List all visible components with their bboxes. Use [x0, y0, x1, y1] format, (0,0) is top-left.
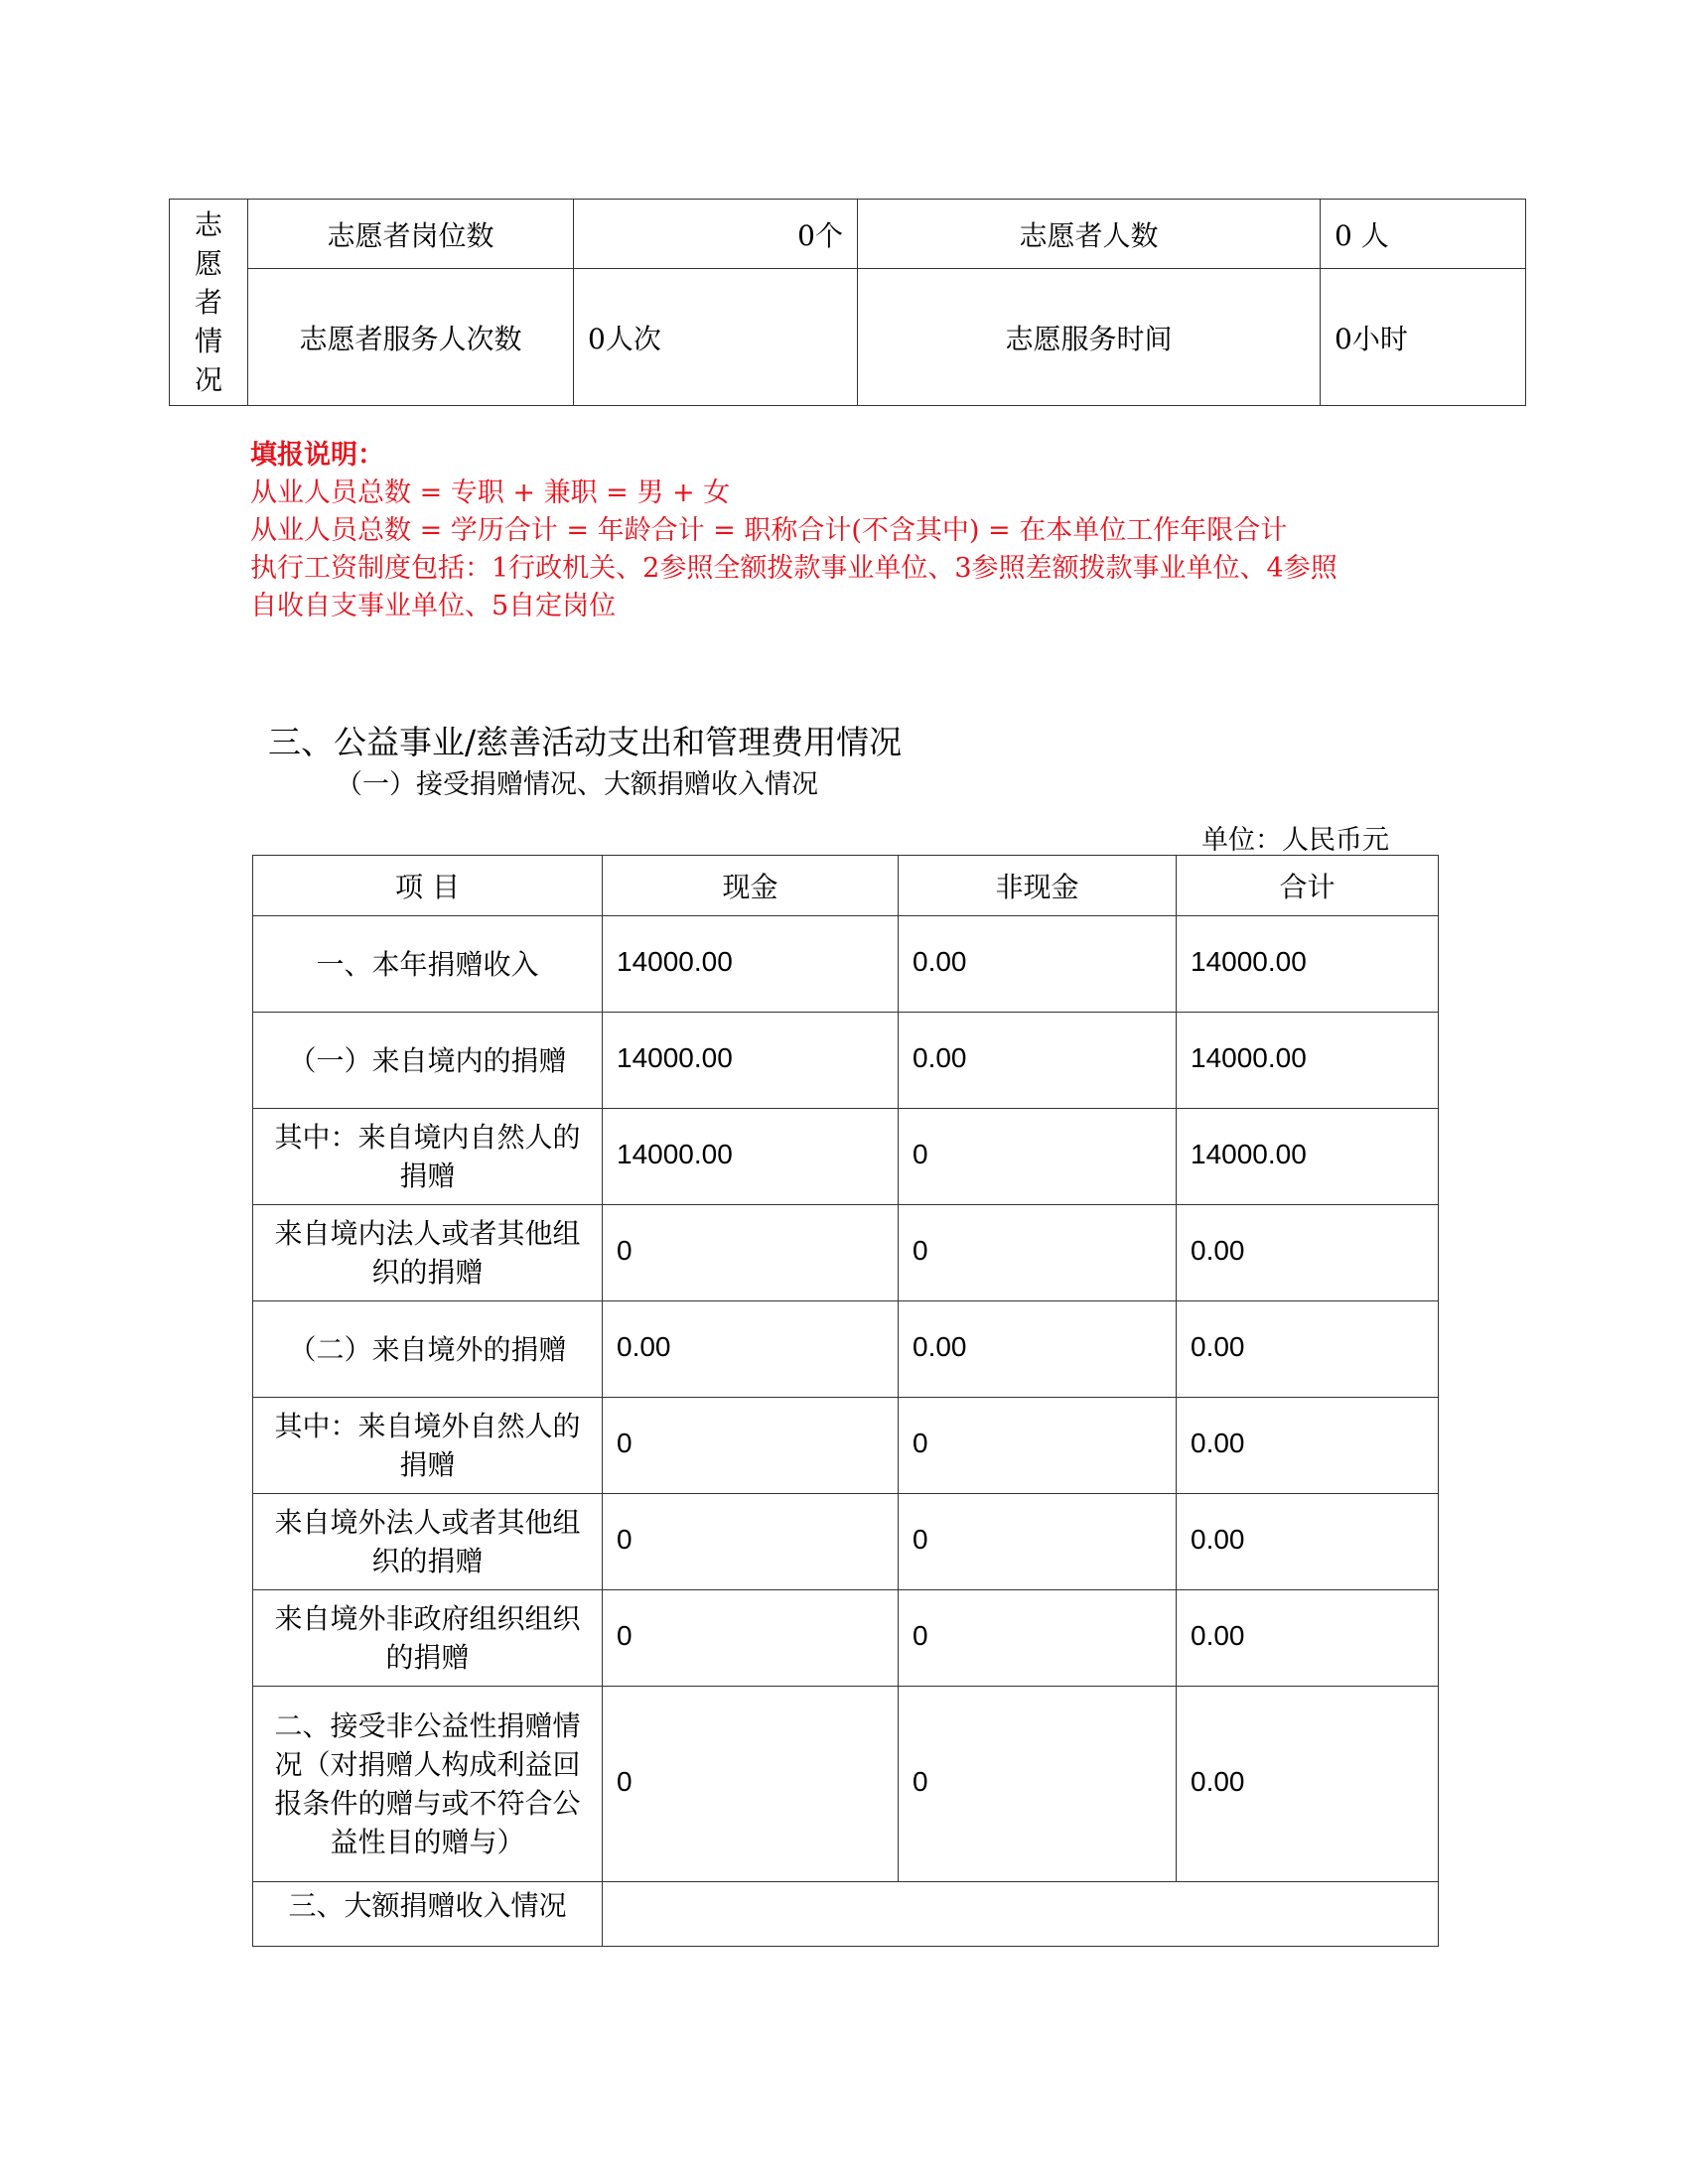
section-title: 三、公益事业/慈善活动支出和管理费用情况 — [268, 723, 903, 761]
row-cash: 14000.00 — [603, 1109, 899, 1205]
row-noncash: 0 — [899, 1687, 1177, 1882]
row-noncash: 0 — [899, 1494, 1177, 1590]
volunteer-posts-label: 志愿者岗位数 — [248, 200, 574, 269]
row-noncash: 0.00 — [899, 916, 1177, 1013]
row-total: 0.00 — [1177, 1590, 1439, 1687]
row-cash: 0 — [603, 1205, 899, 1301]
row-total: 14000.00 — [1177, 1109, 1439, 1205]
volunteer-service-times-value: 0人次 — [574, 269, 858, 406]
filling-instructions — [250, 437, 1481, 625]
row-cash: 0 — [603, 1398, 899, 1494]
donation-table — [252, 855, 1439, 1947]
table-row — [253, 1013, 1439, 1109]
section-subtitle: （一）接受捐赠情况、大额捐赠收入情况 — [336, 769, 818, 800]
volunteer-service-times-label: 志愿者服务人次数 — [248, 269, 574, 406]
row-total: 0.00 — [1177, 1687, 1439, 1882]
row-cash: 0 — [603, 1687, 899, 1882]
table-row — [253, 1687, 1439, 1882]
row-cash: 0 — [603, 1590, 899, 1687]
volunteer-side-label: 志 愿 者 情 况 — [170, 200, 248, 406]
volunteer-table — [169, 199, 1526, 406]
volunteer-count-label: 志愿者人数 — [858, 200, 1321, 269]
row-noncash: 0 — [899, 1109, 1177, 1205]
row-noncash: 0.00 — [899, 1013, 1177, 1109]
volunteer-service-hours-label: 志愿服务时间 — [858, 269, 1321, 406]
row-item: 其中：来自境内自然人的捐赠 — [253, 1109, 603, 1205]
instructions-line: 自收自支事业单位、5自定岗位 — [250, 591, 617, 621]
table-row — [253, 1590, 1439, 1687]
row-total: 14000.00 — [1177, 916, 1439, 1013]
row-item: 其中：来自境外自然人的捐赠 — [253, 1398, 603, 1494]
header-item: 项 目 — [253, 856, 603, 916]
row-cash: 14000.00 — [603, 1013, 899, 1109]
volunteer-posts-value: 0个 — [574, 200, 858, 269]
row-noncash: 0.00 — [899, 1301, 1177, 1398]
volunteer-count-value: 0 人 — [1321, 200, 1526, 269]
table-header-row — [253, 856, 1439, 916]
row-noncash: 0 — [899, 1590, 1177, 1687]
row-item: 来自境外非政府组织组织的捐赠 — [253, 1590, 603, 1687]
header-cash: 现金 — [603, 856, 899, 916]
row-item: 二、接受非公益性捐赠情况（对捐赠人构成利益回报条件的赠与或不符合公益性目的赠与） — [253, 1687, 603, 1882]
instructions-line: 从业人员总数 = 学历合计 = 年龄合计 = 职称合计(不含其中) = 在本单位工作年限合计 — [250, 515, 1288, 546]
table-row — [253, 916, 1439, 1013]
table-row — [253, 1494, 1439, 1590]
instructions-line: 从业人员总数 = 专职 + 兼职 = 男 + 女 — [250, 478, 731, 508]
row-total: 0.00 — [1177, 1301, 1439, 1398]
row-item: 来自境内法人或者其他组织的捐赠 — [253, 1205, 603, 1301]
instructions-line: 执行工资制度包括：1行政机关、2参照全额拨款事业单位、3参照差额拨款事业单位、4参照 — [250, 553, 1337, 584]
row-total: 0.00 — [1177, 1398, 1439, 1494]
row-item: 一、本年捐赠收入 — [253, 916, 603, 1013]
table-row — [253, 1882, 1439, 1947]
currency-unit: 单位：人民币元 — [1201, 825, 1389, 856]
row-item: 来自境外法人或者其他组织的捐赠 — [253, 1494, 603, 1590]
row-noncash: 0 — [899, 1398, 1177, 1494]
row-item: （一）来自境内的捐赠 — [253, 1013, 603, 1109]
row-cash: 14000.00 — [603, 916, 899, 1013]
header-noncash: 非现金 — [899, 856, 1177, 916]
table-row — [253, 1205, 1439, 1301]
large-donation-label: 三、大额捐赠收入情况 — [253, 1882, 603, 1947]
volunteer-service-hours-value: 0小时 — [1321, 269, 1526, 406]
row-item: （二）来自境外的捐赠 — [253, 1301, 603, 1398]
row-cash: 0 — [603, 1494, 899, 1590]
row-total: 0.00 — [1177, 1205, 1439, 1301]
table-row — [253, 1301, 1439, 1398]
row-cash: 0.00 — [603, 1301, 899, 1398]
table-row — [253, 1109, 1439, 1205]
row-total: 14000.00 — [1177, 1013, 1439, 1109]
large-donation-value — [603, 1882, 1439, 1947]
header-total: 合计 — [1177, 856, 1439, 916]
row-total: 0.00 — [1177, 1494, 1439, 1590]
instructions-heading: 填报说明： — [250, 440, 384, 471]
table-row — [253, 1398, 1439, 1494]
row-noncash: 0 — [899, 1205, 1177, 1301]
